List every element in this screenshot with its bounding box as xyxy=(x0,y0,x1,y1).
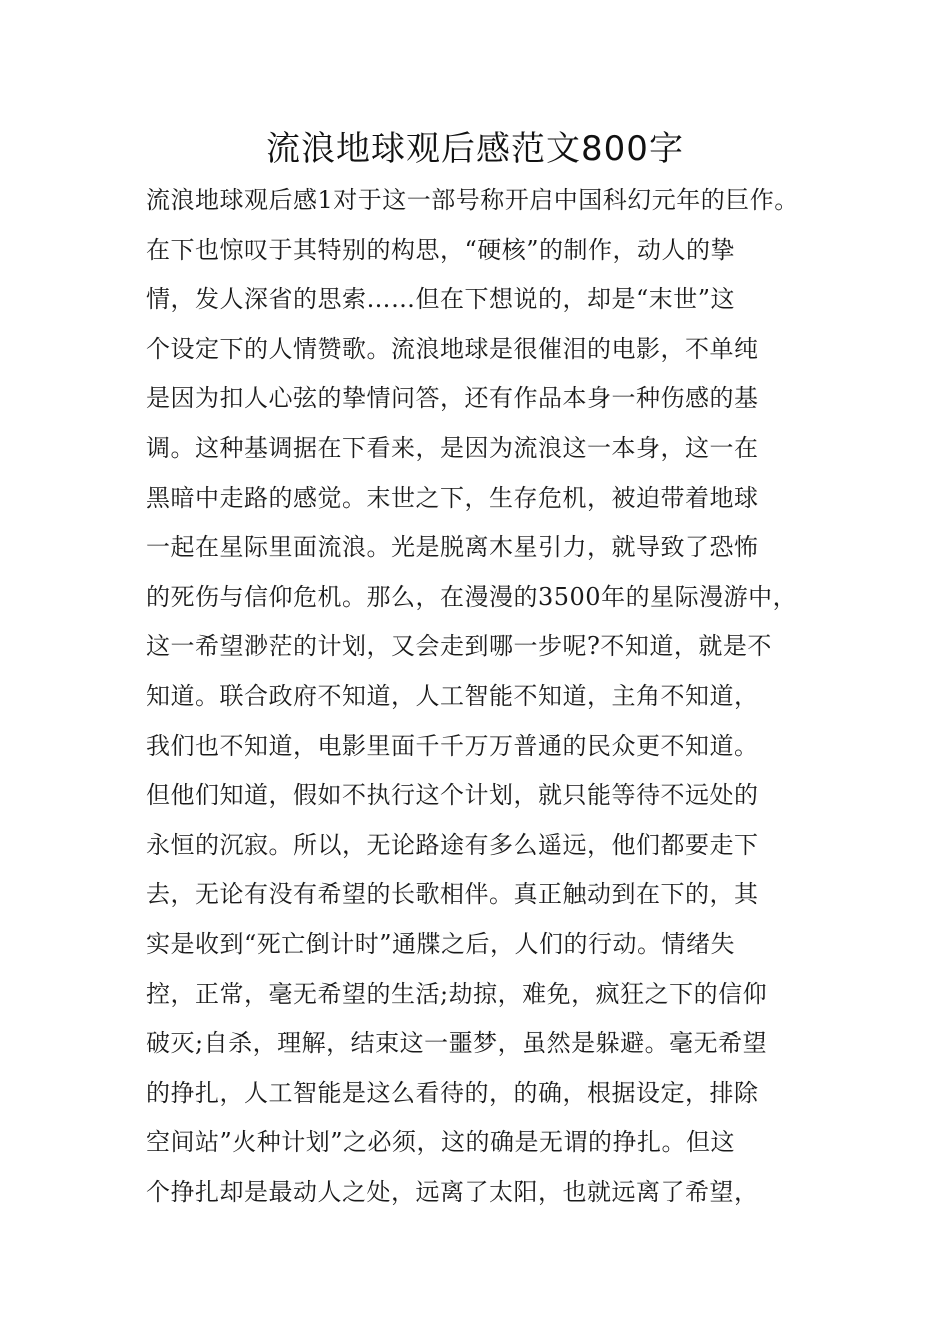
body-line: 但他们知道，假如不执行这个计划，就只能等待不远处的 xyxy=(146,781,759,810)
body-line: 在下也惊叹于其特别的构思，“硬核”的制作，动人的挚 xyxy=(146,235,736,264)
body-line: 这一希望渺茫的计划，又会走到哪一步呢?不知道，就是不 xyxy=(146,632,772,661)
body-line: 调。这种基调据在下看来，是因为流浪这一本身，这一在 xyxy=(146,433,759,462)
body-line: 的挣扎，人工智能是这么看待的，的确，根据设定，排除 xyxy=(146,1078,759,1107)
body-line: 一起在星际里面流浪。光是脱离木星引力，就导致了恐怖 xyxy=(146,533,759,562)
body-line: 控，正常，毫无希望的生活;劫掠，难免，疯狂之下的信仰 xyxy=(146,979,768,1008)
body-line: 空间站”火种计划”之必须，这的确是无谓的挣扎。但这 xyxy=(146,1128,736,1157)
body-line: 我们也不知道，电影里面千千万万普通的民众更不知道。 xyxy=(146,731,759,760)
body-line: 破灭;自杀，理解，结束这一噩梦，虽然是躲避。毫无希望 xyxy=(146,1029,768,1058)
body-line: 个挣扎却是最动人之处，远离了太阳，也就远离了希望， xyxy=(146,1177,759,1206)
body-line: 知道。联合政府不知道，人工智能不知道，主角不知道， xyxy=(146,681,759,710)
document-body xyxy=(146,176,846,1217)
body-line: 黑暗中走路的感觉。末世之下，生存危机，被迫带着地球 xyxy=(146,483,759,512)
body-line: 是因为扣人心弦的挚情问答，还有作品本身一种伤感的基 xyxy=(146,384,759,413)
body-line: 情，发人深省的思索……但在下想说的，却是“末世”这 xyxy=(146,285,736,314)
body-line: 的死伤与信仰危机。那么，在漫漫的3500年的星际漫游中， xyxy=(146,582,798,611)
body-line: 永恒的沉寂。所以，无论路途有多么遥远，他们都要走下 xyxy=(146,830,759,859)
body-line: 去，无论有没有希望的长歌相伴。真正触动到在下的，其 xyxy=(146,880,759,909)
body-line: 流浪地球观后感1对于这一部号称开启中国科幻元年的巨作。 xyxy=(146,186,799,214)
document-title: 流浪地球观后感范文800字 xyxy=(266,129,684,169)
body-line: 个设定下的人情赞歌。流浪地球是很催泪的电影，不单纯 xyxy=(146,334,759,363)
body-line: 实是收到“死亡倒计时”通牒之后，人们的行动。情绪失 xyxy=(146,929,736,958)
